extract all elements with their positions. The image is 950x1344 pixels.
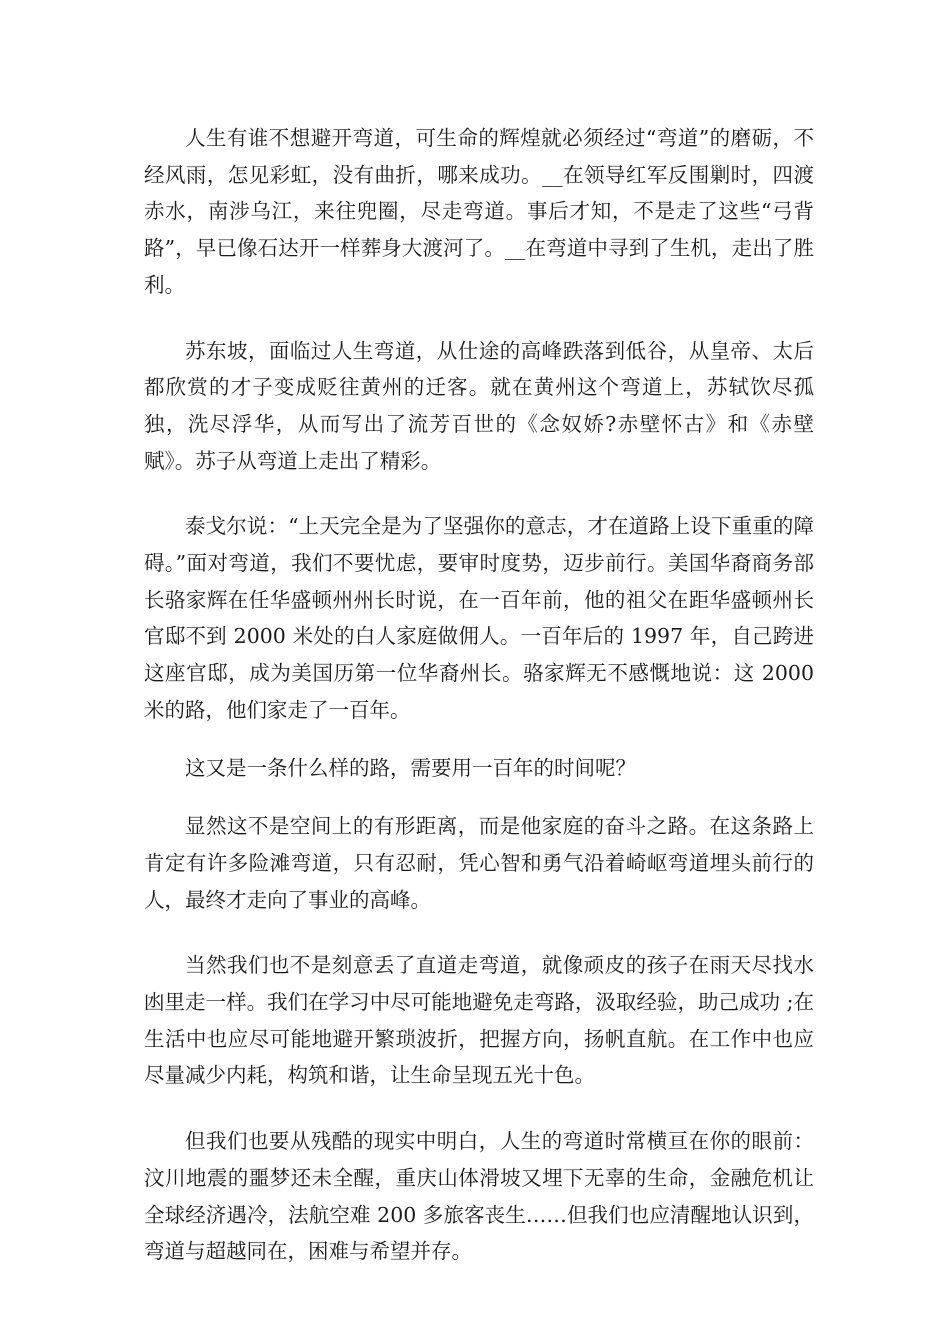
paragraph: 泰戈尔说：“上天完全是为了坚强你的意志，才在道路上设下重重的障碍。”面对弯道，我们不要忧虑，要审时度势，迈步前行。美国华裔商务部长骆家辉在任华盛顿州州长时说，在一百年前，他的祖父在距华盛顿州长官邸不到 2000 米处的白人家庭做佣人。一百年后的 1997 年，自己跨进这座官邸，成为美国历第一位华裔州长。骆家辉无不感慨地说：这 2000 米的路，他们家走了一百年。 [144, 514, 814, 722]
document-body [144, 120, 814, 1270]
paragraph: 显然这不是空间上的有形距离，而是他家庭的奋斗之路。在这条路上肯定有许多险滩弯道，只有忍耐，凭心智和勇气沿着崎岖弯道埋头前行的人，最终才走向了事业的高峰。 [144, 814, 814, 912]
paragraph: 这又是一条什么样的路，需要用一百年的时间呢？ [185, 755, 636, 780]
paragraph: 人生有谁不想避开弯道，可生命的辉煌就必须经过“弯道”的磨砺，不经风雨，怎见彩虹，没有曲折，哪来成功。__在领导红军反围剿时，四渡赤水，南涉乌江，来往兜圈，尽走弯道。事后才知，不是走了这些“弓背路”，早已像石达开一样葬身大渡河了。__在弯道中寻到了生机，走出了胜利。 [144, 126, 814, 297]
paragraph: 当然我们也不是刻意丢了直道走弯道，就像顽皮的孩子在雨天尽找水凼里走一样。我们在学习中尽可能地避免走弯路，汲取经验，助己成功 ;在生活中也应尽可能地避开繁琐波折，把握方向，扬帆直航。在工作中也应尽量减少内耗，构筑和谐，让生命呈现五光十色。 [144, 953, 814, 1088]
paragraph: 苏东坡，面临过人生弯道，从仕途的高峰跌落到低谷，从皇帝、太后都欣赏的才子变成贬往黄州的迁客。就在黄州这个弯道上，苏轼饮尽孤独，洗尽浮华，从而写出了流芳百世的《念奴娇?赤壁怀古》和《赤壁赋》。苏子从弯道上走出了精彩。 [144, 338, 814, 473]
paragraph: 但我们也要从残酷的现实中明白，人生的弯道时常横亘在你的眼前：汶川地震的噩梦还未全醒，重庆山体滑坡又埋下无辜的生命，金融危机让全球经济遇冷，法航空难 200 多旅客丧生……但我们也应清醒地认识到，弯道与超越同在，困难与希望并存。 [144, 1129, 814, 1264]
